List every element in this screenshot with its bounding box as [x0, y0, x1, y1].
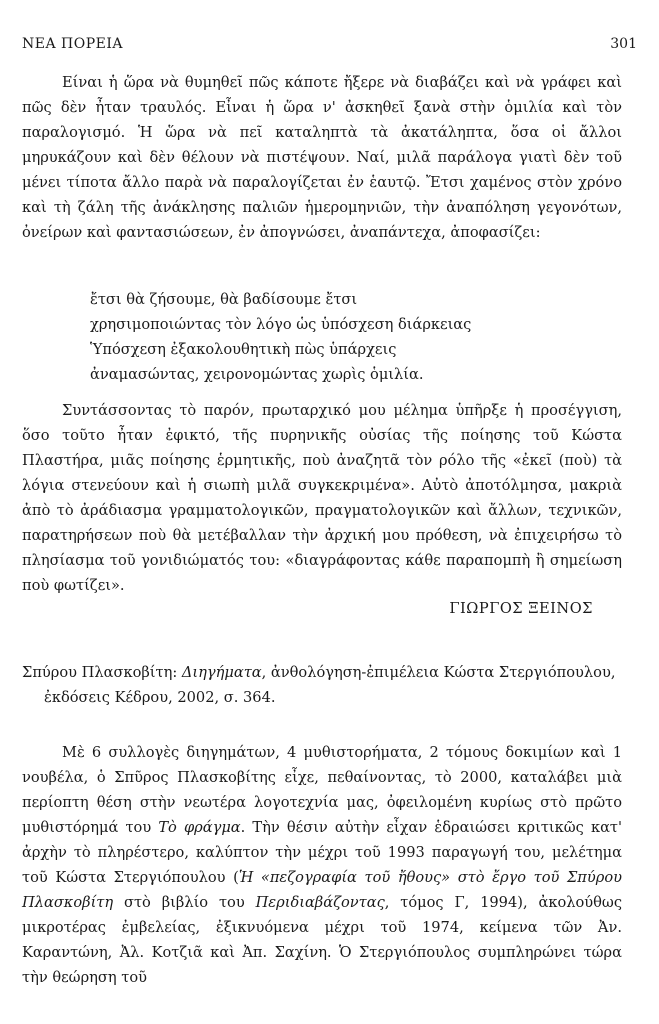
novel-title: Τὸ φράγμα	[158, 819, 241, 836]
review-text: Μὲ 6 συλλογὲς διηγημάτων, 4 μυθιστορήματα, 2 τόμους δοκιμίων καὶ 1 νουβέλα, ὁ Σπῦρος Πλασκοβίτης εἶχε, πεθαίνοντας, τὸ 2000, καταλάβει μιὰ περίοπτη θέση στὴν νεωτέρα λογοτεχνία μας, ὀφειλομένη κυρίως στὸ πρῶτο μυθιστόρημά του	[22, 744, 622, 836]
poem-quote	[90, 287, 610, 387]
review-text: . Τὴν θέσιν αὐτὴν εἶχαν ἑδραιώσει κριτικῶς κατ' ἀρχὴν τὸ πληρέστερο, καλύπτον τὴν μέχρι τοῦ 1993 παραγωγή του, μελέτημα τοῦ Κώστα Στεργιόπουλου (	[22, 819, 623, 886]
journal-title: ΝΕΑ ΠΟΡΕΙΑ	[22, 36, 123, 52]
poem-line: Ὑπόσχεση ἐξακολουθητικὴ πὼς ὑπάρχεις	[90, 341, 397, 358]
citation-line-1	[22, 660, 622, 685]
page-number: 301	[610, 36, 637, 52]
author-signature: ΓΙΩΡΓΟΣ ΞΕΙΝΟΣ	[449, 600, 593, 617]
paragraph-conclusion	[22, 398, 622, 598]
book-title: Περιδιαβάζοντας	[255, 894, 385, 911]
paragraph-monologue	[22, 70, 622, 245]
paragraph-text: Είναι ἡ ὥρα νὰ θυμηθεῖ πῶς κάποτε ἤξερε νὰ διαβάζει καὶ νὰ γράφει καὶ πῶς δὲν ἦταν τραυλός. Εἶναι ἡ ὥρα ν' ἀσκηθεῖ ξανὰ στὴν ὁμιλία καὶ τὸν παραλογισμό. Ἡ ὥρα νὰ πεῖ καταληπτὰ τὰ ἀκατάληπτα, ὅσα οἱ ἄλλοι μηρυκάζουν καὶ δὲν θέλουν νὰ πιστέψουν. Ναί, μιλᾶ παράλογα γιατὶ δὲν τοῦ μένει τίποτα ἄλλο παρὰ νὰ παραλογίζεται ἐν ἑαυτῷ. Ἔτσι χαμένος στὸν χρόνο καὶ τὴ ζάλη τῆς ἀνάκλησης παλιῶν ἡμερομηνιῶν, τὴν ἀναπόληση γεγονότων, ὀνείρων καὶ φαντασιώσεων, ἐν ἀπογνώσει, ἀναπάντεχα, ἀποφασίζει:	[22, 74, 622, 241]
running-head	[22, 36, 637, 56]
citation-title: Διηγήματα	[181, 664, 262, 681]
citation-details: , ἀνθολόγηση-ἐπιμέλεια Κώστα Στεργιόπουλου,	[261, 664, 616, 681]
review-citation	[22, 660, 622, 710]
citation-author: Σπύρου Πλασκοβίτη:	[22, 664, 182, 681]
poem-line: ἀναμασώντας, χειρονομώντας χωρὶς ὁμιλία.	[90, 366, 424, 383]
review-text: στὸ βιβλίο του	[113, 894, 256, 911]
study-title: Ἡ «πεζογραφία τοῦ ἤθους» στὸ ἔργο τοῦ Σπύρου Πλασκοβίτη	[22, 869, 622, 911]
poem-line: χρησιμοποιώντας τὸν λόγο ὡς ὑπόσχεση διάρκειας	[90, 316, 472, 333]
paragraph-text	[22, 740, 622, 990]
paragraph-review	[22, 740, 622, 990]
review-text: , τόμος Γ, 1994), ἀκολούθως μικροτέρας ἐμβελείας, ἐξικνυόμενα μέχρι τοῦ 1974, κείμενα τῶν Ἀν. Καραντώνη, Ἀλ. Κοτζιᾶ καὶ Ἀπ. Σαχίνη. Ὁ Στεργιόπουλος συμπληρώνει τώρα τὴν θεώρηση τοῦ	[22, 894, 622, 986]
paragraph-text: Συντάσσοντας τὸ παρόν, πρωταρχικό μου μέλημα ὑπῆρξε ἡ προσέγγιση, ὅσο τοῦτο ἦταν ἐφικτό, τῆς πυρηνικῆς οὐσίας τῆς ποίησης τοῦ Κώστα Πλαστήρα, μιᾶς ποίησης ἑρμητικῆς, ποὺ ἀναζητᾶ τὸν ρόλο τῆς «ἐκεῖ (ποὺ) τὰ λόγια στενεύουν καὶ ἡ σιωπὴ μιλᾶ συγκεκριμένα». Αὐτὸ ἀποτόλμησα, μακριὰ ἀπὸ τὸ ἀράδιασμα γραμματολογικῶν, πραγματολογικῶν καὶ ἄλλων, τεχνικῶν, παρατηρήσεων ποὺ θὰ μετέβαλλαν τὴν ἀρχική μου πρόθεση, νὰ ἐπιχειρήσω τὸ πλησίασμα τοῦ γονιδιώματός του: «διαγράφοντας κάθε παραπομπὴ ἢ σημείωση ποὺ φωτίζει».	[22, 402, 622, 594]
poem-line: ἔτσι θὰ ζήσουμε, θὰ βαδίσουμε ἔτσι	[90, 291, 358, 308]
citation-line-2: ἐκδόσεις Κέδρου, 2002, σ. 364.	[44, 689, 276, 706]
